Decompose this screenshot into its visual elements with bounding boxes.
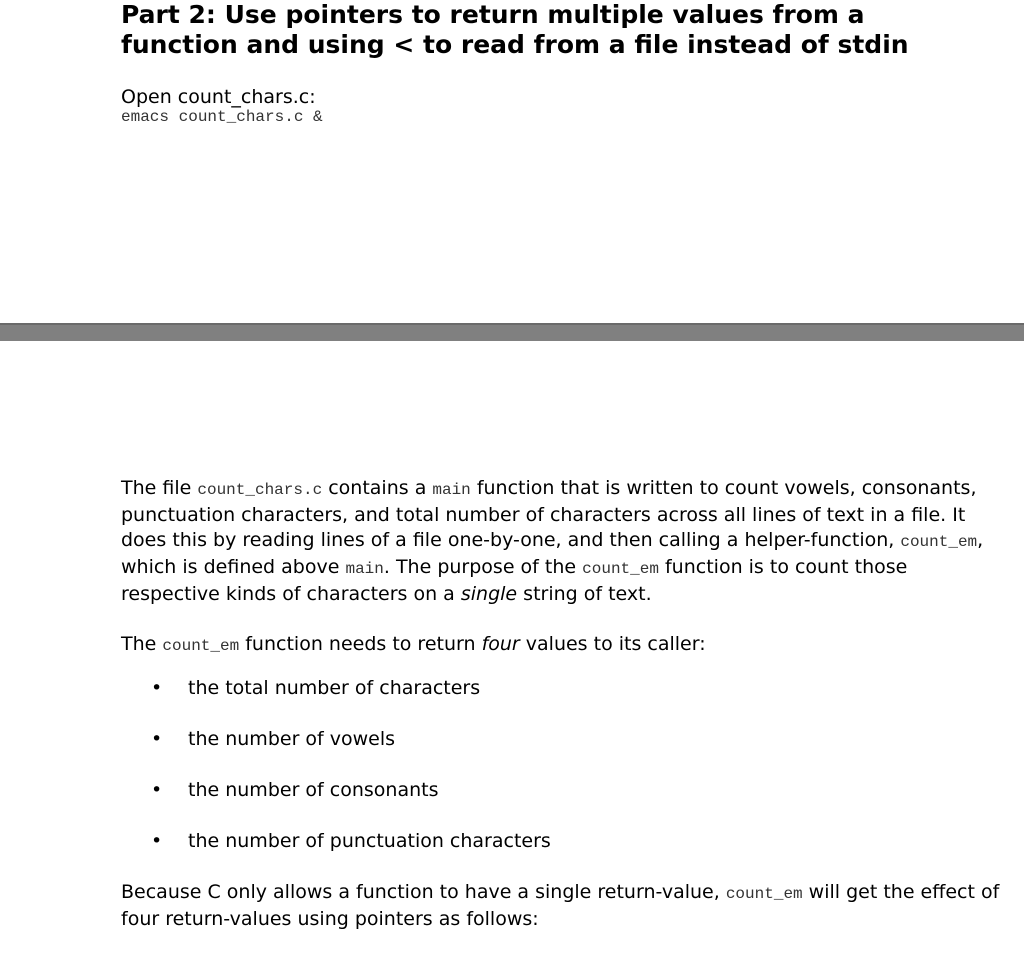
text-run: The (121, 633, 163, 655)
list-item (121, 778, 1001, 803)
text-run: Because C only allows a function to have a single return-value, (121, 881, 726, 903)
list-item-text: the number of consonants (188, 779, 439, 801)
return-values-paragraph (121, 632, 1001, 659)
return-values-list (121, 676, 1001, 854)
text-run: values to its caller: (519, 633, 706, 655)
section-heading-line2: function and using < to read from a file instead of stdin (121, 30, 909, 59)
bullet-icon: • (151, 779, 163, 801)
list-item-text: the total number of characters (188, 677, 481, 699)
part2-header-section (121, 0, 1001, 126)
section-heading (121, 0, 1001, 60)
text-run: contains a (322, 477, 433, 499)
text-run: will get the effect of four return-values using pointers as follows: (121, 881, 1000, 930)
code-count-em: count_em (900, 533, 978, 551)
text-run: , which is defined above (121, 529, 984, 578)
text-run: function is to count those respective kinds of characters on a (121, 556, 908, 605)
emphasis-single: single (460, 583, 518, 605)
list-item (121, 829, 1001, 854)
list-item-text: the number of vowels (188, 728, 396, 750)
section-heading-line1: Part 2: Use pointers to return multiple values from a (121, 0, 865, 29)
list-item (121, 727, 1001, 752)
emacs-command: emacs count_chars.c & (121, 108, 323, 126)
text-run: function needs to return (239, 633, 482, 655)
code-main: main (432, 481, 471, 499)
bullet-icon: • (151, 728, 163, 750)
bullet-icon: • (151, 830, 163, 852)
list-item (121, 676, 1001, 701)
code-count-chars-file: count_chars.c (197, 481, 323, 499)
code-count-em: count_em (725, 885, 803, 903)
code-main: main (345, 560, 384, 578)
text-run: function that is written to count vowels, consonants, punctuation characters, and total number of characters across all lines of text in a file. It does this by reading lines of a file one-by-one, and then calling a helper-function, (121, 477, 977, 551)
bullet-icon: • (151, 677, 163, 699)
text-run: . The purpose of the (383, 556, 583, 578)
description-section (121, 476, 1001, 932)
emphasis-four: four (481, 633, 520, 655)
list-item-text: the number of punctuation characters (188, 830, 551, 852)
text-run: string of text. (517, 583, 652, 605)
horizontal-divider (0, 323, 1024, 341)
open-instruction: Open count_chars.c: (121, 86, 316, 108)
code-count-em: count_em (162, 637, 240, 655)
description-paragraph (121, 476, 1001, 607)
pointers-paragraph (121, 880, 1001, 932)
code-count-em: count_em (582, 560, 659, 578)
text-run: The file (121, 477, 198, 499)
